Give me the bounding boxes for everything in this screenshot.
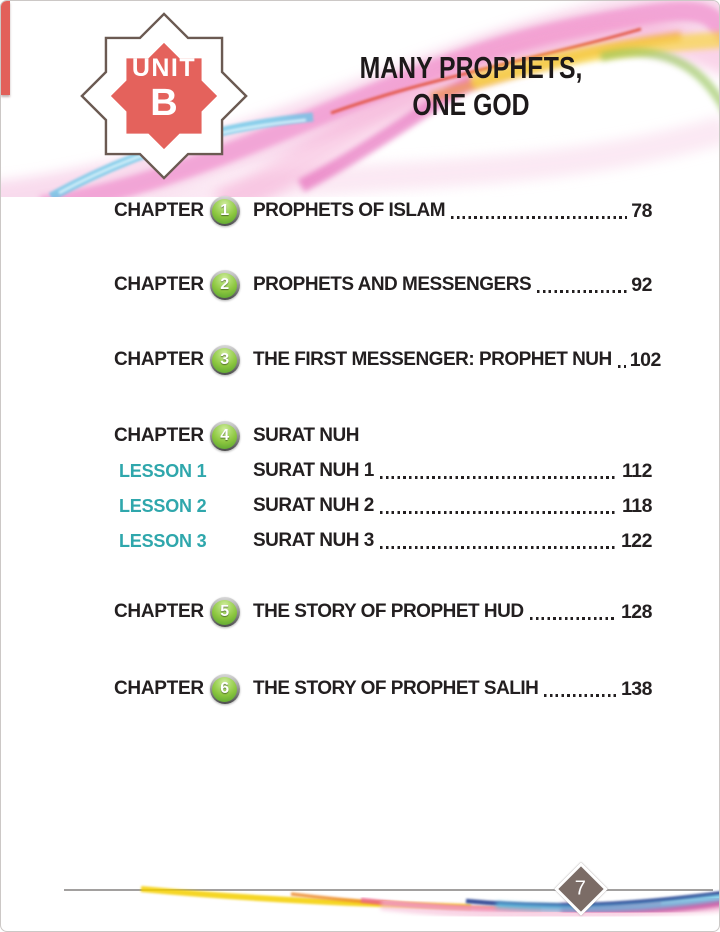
chapter-number-badge <box>210 196 240 226</box>
lesson-title: SURAT NUH 2 <box>253 495 374 516</box>
chapter-title: THE STORY OF PROPHET SALIH <box>253 678 539 699</box>
chapter-number-badge <box>210 597 240 627</box>
chapter-label: CHAPTER <box>114 678 204 699</box>
unit-label: UNIT <box>131 54 197 82</box>
chapter-title: PROPHETS OF ISLAM <box>253 200 446 221</box>
footer-ribbon-decoration <box>1 884 720 931</box>
chapter-page-number: 128 <box>620 600 652 623</box>
dot-leader <box>537 290 627 293</box>
lesson-label: LESSON 3 <box>119 530 207 551</box>
toc-lesson-row <box>114 493 652 519</box>
toc-chapter-row <box>114 272 652 298</box>
chapter-number: 2 <box>220 276 230 293</box>
dot-leader <box>544 694 617 697</box>
toc-chapter-row <box>114 347 661 373</box>
page-title-line1: MANY PROPHETS, <box>359 50 583 85</box>
chapter-label: CHAPTER <box>114 274 204 295</box>
dot-leader <box>380 511 618 514</box>
chapter-number-badge <box>210 421 240 451</box>
chapter-number: 4 <box>220 427 230 444</box>
chapter-number-badge <box>210 345 240 375</box>
unit-badge-text <box>79 11 249 181</box>
toc-chapter-row <box>114 423 652 449</box>
chapter-number: 1 <box>220 202 230 219</box>
page-title <box>353 49 588 123</box>
chapter-page-number: 92 <box>631 273 652 296</box>
dot-leader <box>451 216 627 219</box>
chapter-label: CHAPTER <box>114 349 204 370</box>
chapter-title: SURAT NUH <box>253 425 359 446</box>
dot-leader <box>530 617 617 620</box>
dot-leader <box>618 365 626 368</box>
chapter-title: THE FIRST MESSENGER: PROPHET NUH <box>253 349 612 370</box>
lesson-label: LESSON 2 <box>119 495 207 516</box>
chapter-title: PROPHETS AND MESSENGERS <box>253 274 532 295</box>
lesson-page-number: 112 <box>622 459 652 482</box>
chapter-number: 6 <box>220 680 230 697</box>
chapter-label: CHAPTER <box>114 200 204 221</box>
chapter-label: CHAPTER <box>114 601 204 622</box>
footer-rule <box>64 889 713 891</box>
toc-chapter-row <box>114 676 652 702</box>
lesson-page-number: 118 <box>622 494 652 517</box>
chapter-page-number: 138 <box>620 677 652 700</box>
toc-lesson-row <box>114 528 652 554</box>
dot-leader <box>380 546 617 549</box>
chapter-page-number: 78 <box>631 199 652 222</box>
page-number: 7 <box>575 877 587 900</box>
toc-chapter-row <box>114 198 652 224</box>
chapter-number: 3 <box>220 351 230 368</box>
dot-leader <box>380 476 618 479</box>
chapter-number-badge <box>210 674 240 704</box>
table-of-contents <box>114 198 661 702</box>
chapter-number-badge <box>210 270 240 300</box>
unit-color-bar <box>1 1 10 95</box>
page-number-badge <box>554 862 608 916</box>
lesson-title: SURAT NUH 1 <box>253 460 374 481</box>
toc-lesson-row <box>114 458 652 484</box>
lesson-label: LESSON 1 <box>119 460 207 481</box>
chapter-title: THE STORY OF PROPHET HUD <box>253 601 524 622</box>
chapter-label: CHAPTER <box>114 425 204 446</box>
chapter-number: 5 <box>220 603 230 620</box>
unit-badge <box>79 11 249 181</box>
lesson-title: SURAT NUH 3 <box>253 530 374 551</box>
lesson-page-number: 122 <box>620 529 652 552</box>
unit-letter: B <box>150 82 178 124</box>
toc-chapter-row <box>114 599 652 625</box>
page-title-line2: ONE GOD <box>412 87 530 122</box>
chapter-page-number: 102 <box>629 348 661 371</box>
